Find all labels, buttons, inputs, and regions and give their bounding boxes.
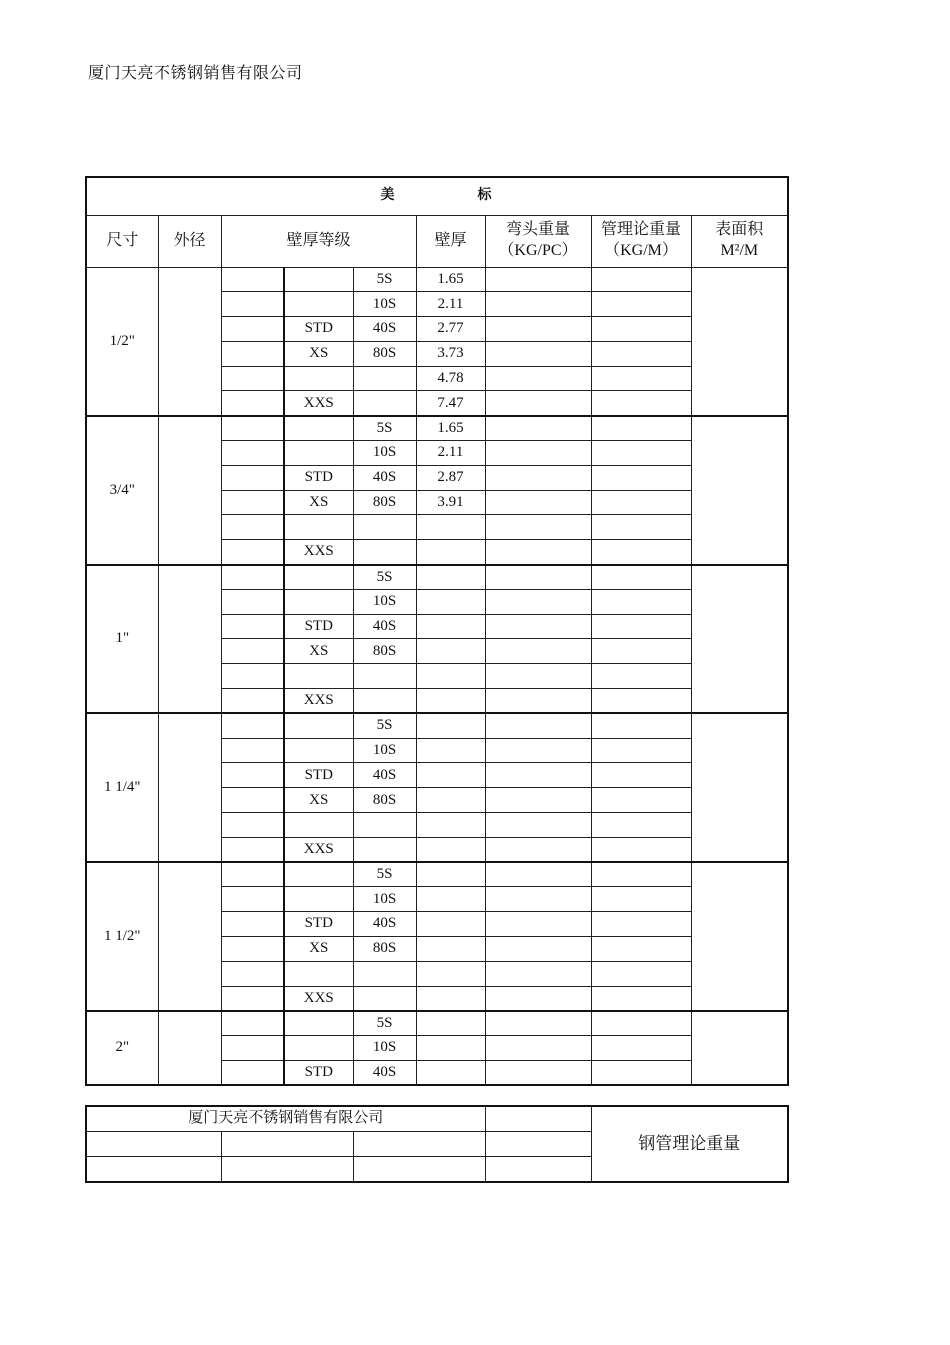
blank-cell (221, 937, 284, 962)
pipe-weight-cell (591, 540, 691, 565)
elbow-weight-cell (485, 763, 591, 788)
elbow-weight-cell (485, 961, 591, 986)
header-wall-grade: 壁厚等级 (221, 215, 416, 267)
thickness-cell: 1.65 (416, 267, 485, 292)
blank-cell (221, 366, 284, 391)
blank-cell (221, 614, 284, 639)
footer-cell (485, 1157, 591, 1183)
elbow-weight-cell (485, 788, 591, 813)
size-cell: 3/4" (86, 416, 158, 565)
size-cell: 2" (86, 1011, 158, 1085)
blank-cell (221, 391, 284, 416)
od-cell (158, 1011, 221, 1085)
pipe-weight-cell (591, 887, 691, 912)
thickness-cell: 3.91 (416, 490, 485, 515)
header-row (86, 215, 788, 267)
size-cell: 1" (86, 565, 158, 714)
footer-cell (353, 1132, 485, 1157)
elbow-weight-cell (485, 1011, 591, 1036)
blank-cell (221, 961, 284, 986)
elbow-weight-cell (485, 565, 591, 590)
schedule-cell: STD (284, 912, 353, 937)
surface-area-cell (691, 267, 788, 416)
s-schedule-cell: 80S (353, 490, 416, 515)
s-schedule-cell: 10S (353, 589, 416, 614)
schedule-cell (284, 589, 353, 614)
thickness-cell (416, 664, 485, 689)
elbow-weight-cell (485, 887, 591, 912)
surface-area-cell (691, 416, 788, 565)
s-schedule-cell: 40S (353, 763, 416, 788)
elbow-weight-cell (485, 391, 591, 416)
elbow-weight-cell (485, 713, 591, 738)
blank-cell (221, 341, 284, 366)
table-row (86, 565, 788, 590)
surface-area-cell (691, 565, 788, 714)
table-row (86, 1011, 788, 1036)
blank-cell (221, 813, 284, 838)
pipe-weight-cell (591, 366, 691, 391)
schedule-cell (284, 267, 353, 292)
schedule-cell (284, 887, 353, 912)
thickness-cell (416, 986, 485, 1011)
pipe-weight-cell (591, 763, 691, 788)
s-schedule-cell (353, 961, 416, 986)
elbow-weight-cell (485, 862, 591, 887)
blank-cell (221, 664, 284, 689)
blank-cell (221, 738, 284, 763)
s-schedule-cell: 40S (353, 614, 416, 639)
surface-area-cell (691, 862, 788, 1011)
header-elbow-unit: （KG/PC） (498, 242, 578, 259)
s-schedule-cell: 5S (353, 267, 416, 292)
elbow-weight-cell (485, 515, 591, 540)
s-schedule-cell: 40S (353, 465, 416, 490)
elbow-weight-cell (485, 837, 591, 862)
title-row (86, 177, 788, 215)
pipe-weight-cell (591, 1061, 691, 1086)
blank-cell (221, 1061, 284, 1086)
schedule-cell (284, 738, 353, 763)
schedule-cell (284, 813, 353, 838)
header-size: 尺寸 (86, 215, 158, 267)
footer-title: 钢管理论重量 (591, 1106, 788, 1182)
s-schedule-cell: 40S (353, 1061, 416, 1086)
s-schedule-cell (353, 689, 416, 714)
elbow-weight-cell (485, 912, 591, 937)
thickness-cell (416, 912, 485, 937)
thickness-cell (416, 738, 485, 763)
thickness-cell (416, 589, 485, 614)
pipe-weight-cell (591, 465, 691, 490)
thickness-cell: 2.77 (416, 317, 485, 342)
thickness-cell (416, 1061, 485, 1086)
thickness-cell (416, 862, 485, 887)
header-thickness: 壁厚 (416, 215, 485, 267)
elbow-weight-cell (485, 639, 591, 664)
s-schedule-cell (353, 540, 416, 565)
s-schedule-cell (353, 366, 416, 391)
schedule-cell (284, 1036, 353, 1061)
elbow-weight-cell (485, 267, 591, 292)
blank-cell (221, 565, 284, 590)
schedule-cell: XS (284, 788, 353, 813)
schedule-cell (284, 862, 353, 887)
table-title (86, 177, 788, 215)
pipe-weight-cell (591, 565, 691, 590)
schedule-cell: XS (284, 639, 353, 664)
pipe-weight-cell (591, 341, 691, 366)
pipe-weight-cell (591, 614, 691, 639)
surface-area-cell (691, 713, 788, 862)
thickness-cell (416, 1036, 485, 1061)
thickness-cell (416, 937, 485, 962)
elbow-weight-cell (485, 416, 591, 441)
pipe-weight-cell (591, 738, 691, 763)
blank-cell (221, 465, 284, 490)
footer-cell (485, 1106, 591, 1132)
pipe-weight-cell (591, 515, 691, 540)
blank-cell (221, 292, 284, 317)
pipe-weight-table (85, 176, 789, 1086)
header-pipe-label: 管理论重量 (600, 221, 681, 239)
blank-cell (221, 416, 284, 441)
od-cell (158, 416, 221, 565)
header-surface-unit: M²/M (720, 242, 759, 259)
header-pipe-unit: （KG/M） (604, 242, 678, 259)
blank-cell (221, 317, 284, 342)
header-surface (691, 215, 788, 267)
pipe-weight-cell (591, 713, 691, 738)
od-cell (158, 565, 221, 714)
s-schedule-cell: 10S (353, 738, 416, 763)
elbow-weight-cell (485, 689, 591, 714)
pipe-weight-cell (591, 1011, 691, 1036)
blank-cell (221, 862, 284, 887)
header-surface-label: 表面积 (715, 221, 764, 239)
schedule-cell: XXS (284, 391, 353, 416)
pipe-weight-cell (591, 639, 691, 664)
s-schedule-cell: 80S (353, 788, 416, 813)
blank-cell (221, 441, 284, 466)
s-schedule-cell (353, 813, 416, 838)
blank-cell (221, 490, 284, 515)
schedule-cell (284, 366, 353, 391)
elbow-weight-cell (485, 986, 591, 1011)
elbow-weight-cell (485, 465, 591, 490)
elbow-weight-cell (485, 1061, 591, 1086)
elbow-weight-cell (485, 317, 591, 342)
s-schedule-cell: 5S (353, 565, 416, 590)
pipe-weight-cell (591, 837, 691, 862)
s-schedule-cell: 80S (353, 937, 416, 962)
elbow-weight-cell (485, 738, 591, 763)
thickness-cell (416, 1011, 485, 1036)
od-cell (158, 267, 221, 416)
size-cell: 1 1/2" (86, 862, 158, 1011)
thickness-cell (416, 837, 485, 862)
schedule-cell (284, 416, 353, 441)
elbow-weight-cell (485, 664, 591, 689)
thickness-cell (416, 515, 485, 540)
pipe-weight-cell (591, 937, 691, 962)
footer-company: 厦门天亮不锈钢销售有限公司 (86, 1106, 485, 1132)
footer-cell (86, 1132, 221, 1157)
schedule-cell (284, 292, 353, 317)
blank-cell (221, 887, 284, 912)
elbow-weight-cell (485, 614, 591, 639)
elbow-weight-cell (485, 341, 591, 366)
pipe-weight-cell (591, 986, 691, 1011)
thickness-cell: 3.73 (416, 341, 485, 366)
schedule-cell: XS (284, 341, 353, 366)
pipe-weight-cell (591, 912, 691, 937)
thickness-cell (416, 961, 485, 986)
pipe-weight-cell (591, 788, 691, 813)
s-schedule-cell: 40S (353, 912, 416, 937)
s-schedule-cell: 5S (353, 1011, 416, 1036)
header-od: 外径 (158, 215, 221, 267)
schedule-cell: STD (284, 1061, 353, 1086)
thickness-cell (416, 540, 485, 565)
pipe-weight-cell (591, 664, 691, 689)
thickness-cell: 2.11 (416, 292, 485, 317)
elbow-weight-cell (485, 540, 591, 565)
blank-cell (221, 689, 284, 714)
blank-cell (221, 267, 284, 292)
s-schedule-cell: 10S (353, 292, 416, 317)
schedule-cell (284, 961, 353, 986)
elbow-weight-cell (485, 441, 591, 466)
schedule-cell: XS (284, 490, 353, 515)
s-schedule-cell (353, 664, 416, 689)
schedule-cell (284, 441, 353, 466)
schedule-cell: STD (284, 317, 353, 342)
schedule-cell: XXS (284, 837, 353, 862)
thickness-cell (416, 763, 485, 788)
table-row (86, 713, 788, 738)
elbow-weight-cell (485, 813, 591, 838)
schedule-cell: STD (284, 763, 353, 788)
blank-cell (221, 1011, 284, 1036)
schedule-cell: XXS (284, 540, 353, 565)
blank-cell (221, 788, 284, 813)
blank-cell (221, 837, 284, 862)
s-schedule-cell (353, 837, 416, 862)
thickness-cell (416, 788, 485, 813)
elbow-weight-cell (485, 366, 591, 391)
footer-cell (221, 1132, 353, 1157)
thickness-cell (416, 713, 485, 738)
elbow-weight-cell (485, 937, 591, 962)
pipe-weight-cell (591, 317, 691, 342)
elbow-weight-cell (485, 490, 591, 515)
schedule-cell (284, 565, 353, 590)
blank-cell (221, 589, 284, 614)
blank-cell (221, 540, 284, 565)
schedule-cell (284, 1011, 353, 1036)
thickness-cell: 7.47 (416, 391, 485, 416)
s-schedule-cell: 80S (353, 341, 416, 366)
pipe-weight-cell (591, 267, 691, 292)
company-name-header: 厦门天亮不锈钢销售有限公司 (88, 65, 303, 82)
size-cell: 1 1/4" (86, 713, 158, 862)
od-cell (158, 862, 221, 1011)
s-schedule-cell: 10S (353, 1036, 416, 1061)
pipe-weight-cell (591, 961, 691, 986)
footer-table (85, 1105, 789, 1183)
table-row (86, 862, 788, 887)
footer-cell (221, 1157, 353, 1183)
pipe-weight-cell (591, 441, 691, 466)
s-schedule-cell: 80S (353, 639, 416, 664)
s-schedule-cell (353, 986, 416, 1011)
thickness-cell (416, 813, 485, 838)
thickness-cell: 2.11 (416, 441, 485, 466)
pipe-weight-cell (591, 689, 691, 714)
thickness-cell: 1.65 (416, 416, 485, 441)
blank-cell (221, 1036, 284, 1061)
schedule-cell: XXS (284, 986, 353, 1011)
pipe-weight-cell (591, 1036, 691, 1061)
footer-cell (86, 1157, 221, 1183)
pipe-weight-cell (591, 490, 691, 515)
thickness-cell (416, 565, 485, 590)
thickness-cell (416, 887, 485, 912)
schedule-cell: STD (284, 465, 353, 490)
schedule-cell: STD (284, 614, 353, 639)
schedule-cell (284, 713, 353, 738)
pipe-weight-cell (591, 862, 691, 887)
blank-cell (221, 639, 284, 664)
table-row (86, 416, 788, 441)
s-schedule-cell (353, 515, 416, 540)
header-elbow-weight (485, 215, 591, 267)
pipe-weight-cell (591, 292, 691, 317)
pipe-weight-cell (591, 813, 691, 838)
s-schedule-cell: 5S (353, 713, 416, 738)
schedule-cell: XXS (284, 689, 353, 714)
blank-cell (221, 515, 284, 540)
s-schedule-cell: 5S (353, 862, 416, 887)
s-schedule-cell: 40S (353, 317, 416, 342)
schedule-cell: XS (284, 937, 353, 962)
table-row (86, 267, 788, 292)
pipe-weight-cell (591, 416, 691, 441)
schedule-cell (284, 515, 353, 540)
header-pipe-weight (591, 215, 691, 267)
blank-cell (221, 763, 284, 788)
pipe-weight-cell (591, 589, 691, 614)
surface-area-cell (691, 1011, 788, 1085)
title-left: 美 (380, 188, 397, 204)
elbow-weight-cell (485, 589, 591, 614)
blank-cell (221, 713, 284, 738)
s-schedule-cell (353, 391, 416, 416)
size-cell: 1/2" (86, 267, 158, 416)
footer-cell (353, 1157, 485, 1183)
thickness-cell: 2.87 (416, 465, 485, 490)
title-right: 标 (477, 188, 494, 204)
elbow-weight-cell (485, 292, 591, 317)
schedule-cell (284, 664, 353, 689)
od-cell (158, 713, 221, 862)
header-elbow-label: 弯头重量 (505, 221, 570, 239)
s-schedule-cell: 10S (353, 887, 416, 912)
pipe-weight-cell (591, 391, 691, 416)
elbow-weight-cell (485, 1036, 591, 1061)
s-schedule-cell: 10S (353, 441, 416, 466)
thickness-cell (416, 689, 485, 714)
footer-cell (485, 1132, 591, 1157)
s-schedule-cell: 5S (353, 416, 416, 441)
thickness-cell: 4.78 (416, 366, 485, 391)
thickness-cell (416, 614, 485, 639)
thickness-cell (416, 639, 485, 664)
blank-cell (221, 912, 284, 937)
blank-cell (221, 986, 284, 1011)
